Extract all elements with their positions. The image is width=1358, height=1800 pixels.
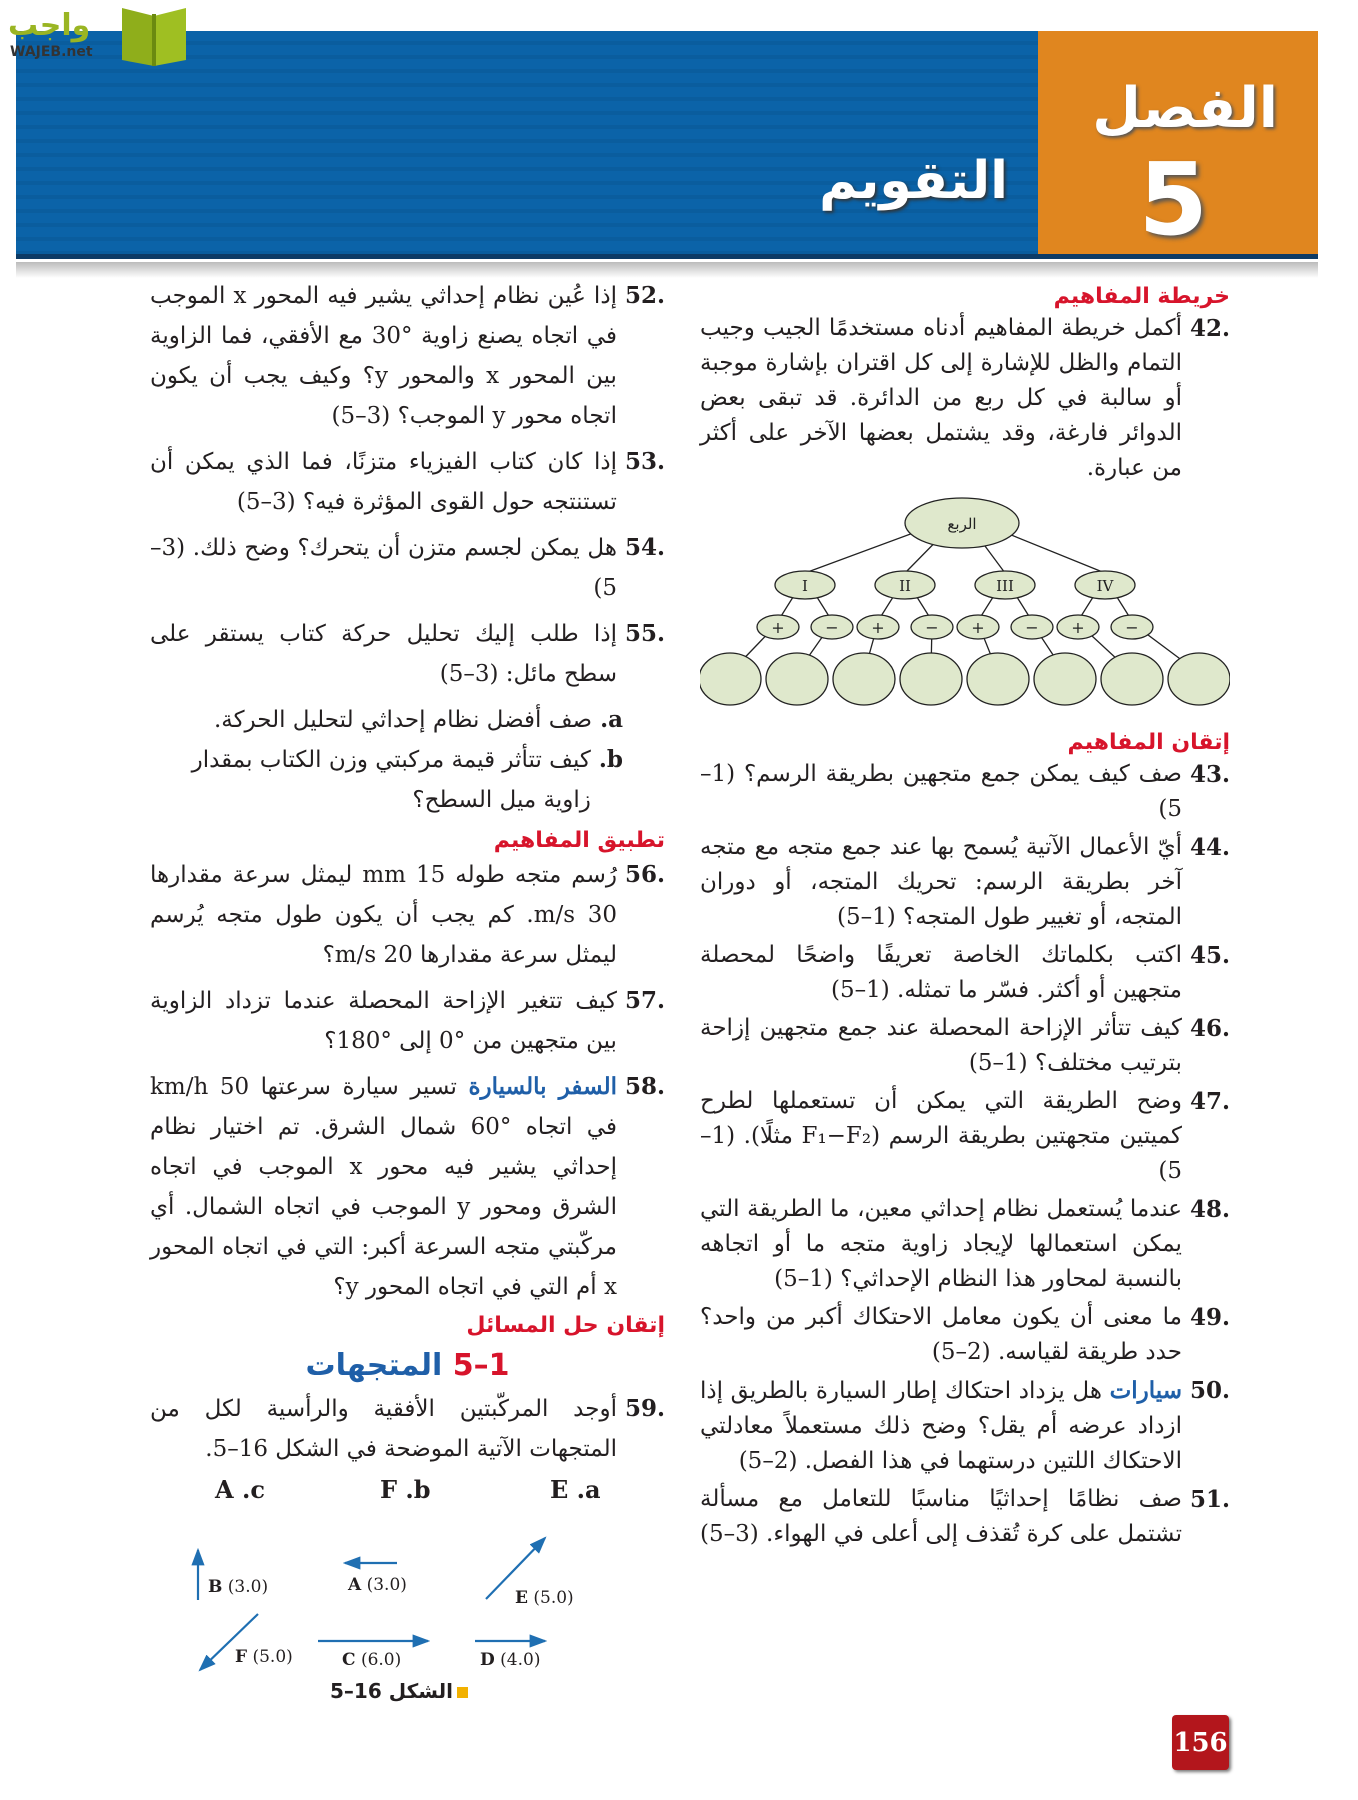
wajeb-logo xyxy=(8,4,188,68)
question-body xyxy=(700,938,1182,1008)
vector-label: E xyxy=(515,1588,528,1608)
sub-label: a. xyxy=(600,706,623,733)
question-number: .47 xyxy=(1189,1088,1230,1115)
question-text: رُسم متجه طوله 15 mm ليمثل سرعة مقدارها 30 m/s. كم يجب أن يكون طول متجه يُرسم ليمثل سرعة مقدارها 20 m/s؟ xyxy=(150,862,617,968)
logo-latin: WAJEB.net xyxy=(10,44,93,60)
question-number: .51 xyxy=(1189,1486,1230,1513)
question-58 xyxy=(150,1067,665,1307)
question-46 xyxy=(700,1011,1230,1081)
question-text: إذا كان كتاب الفيزياء متزنًا، فما الذي يمكن أن تستنتجه حول القوى المؤثرة فيه؟ (3–5) xyxy=(150,449,617,515)
quadrant-label: IV xyxy=(1096,577,1114,595)
question-53 xyxy=(150,442,665,522)
question-number: .55 xyxy=(624,620,665,647)
question-number: .57 xyxy=(624,987,665,1014)
chapter-header xyxy=(16,31,1318,259)
option-a: E .a xyxy=(550,1475,601,1504)
question-51 xyxy=(700,1482,1230,1552)
vector-label: F xyxy=(235,1647,248,1667)
answer-circle xyxy=(1101,653,1163,705)
question-body xyxy=(700,1192,1182,1297)
question-text: تسير سيارة سرعتها 50 km/h في اتجاه °60 شمال الشرق. تم اختيار نظام إحداثي يشير فيه محور x الموجب في اتجاه الشرق ومحور y الموجب في اتجاه الشمال. أي مركّبتي متجه السرعة أكبر: التي في اتجاه المحور x أم التي في اتجاه المحور y؟ xyxy=(150,1074,617,1300)
question-57 xyxy=(150,981,665,1061)
question-text: ما معنى أن يكون معامل الاحتكاك أكبر من واحد؟ حدد طريقة لقياسه. (2–5) xyxy=(700,1304,1182,1365)
vector-magnitude: (5.0) xyxy=(533,1588,574,1608)
vector-magnitude: (6.0) xyxy=(360,1650,402,1670)
question-body xyxy=(700,1482,1182,1552)
vector-magnitude: (5.0) xyxy=(252,1647,293,1667)
question-text: أيّ الأعمال الآتية يُسمح بها عند جمع متجه مع متجه آخر بطريقة الرسم: تحريك المتجه، أو دوران المتجه، أو تغيير طول المتجه؟ (1–5) xyxy=(700,834,1182,930)
lesson-title: المتجهات xyxy=(305,1348,443,1383)
question-text: كيف تتغير الإزاحة المحصلة عندما تزداد الزاوية بين متجهين من °0 إلى °180؟ xyxy=(150,988,617,1054)
question-text: عندما يُستعمل نظام إحداثي معين، ما الطريقة التي يمكن استعمالها لإيجاد زاوية متجه ما أو اتجاهه بالنسبة لمحاور هذا النظام الإحداثي؟ (1–5) xyxy=(700,1196,1182,1292)
answer-circle xyxy=(833,653,895,705)
answer-circle xyxy=(967,653,1029,705)
answer-circle xyxy=(766,653,828,705)
answer-circle xyxy=(1034,653,1096,705)
section-heading-problems: إتقان حل المسائل xyxy=(466,1313,665,1338)
question-44 xyxy=(700,830,1230,935)
question-55 xyxy=(150,614,665,694)
sign-label: − xyxy=(1125,618,1139,637)
question-text: هل يمكن لجسم متزن أن يتحرك؟ وضح ذلك. (3–5) xyxy=(150,535,617,601)
vector-label: D xyxy=(480,1650,495,1670)
sign-label: + xyxy=(1071,618,1085,637)
quadrant-label: III xyxy=(996,577,1014,595)
question-text: اكتب بكلماتك الخاصة تعريفًا واضحًا لمحصلة متجهين أو أكثر. فسّر ما تمثله. (1–5) xyxy=(700,942,1182,1003)
vector-label: A xyxy=(348,1575,362,1595)
question-body xyxy=(700,757,1182,827)
question-47 xyxy=(700,1084,1230,1189)
question-number: .45 xyxy=(1189,942,1230,969)
page-number: 156 xyxy=(1172,1715,1229,1770)
sign-label: − xyxy=(925,618,939,637)
question-number: .54 xyxy=(624,534,665,561)
question-body xyxy=(700,1373,1182,1479)
question-body xyxy=(700,1011,1182,1081)
question-text: إذا طلب إليك تحليل حركة كتاب يستقر على سطح مائل: (3–5) xyxy=(150,621,617,687)
question-number: .49 xyxy=(1189,1304,1230,1331)
question-number: .58 xyxy=(624,1073,665,1100)
sub-label: b. xyxy=(598,746,623,773)
question-56 xyxy=(150,855,665,975)
quadrant-label: II xyxy=(899,577,911,595)
sub-text: صف أفضل نظام إحداثي لتحليل الحركة. xyxy=(213,707,593,733)
left-column xyxy=(150,276,665,1715)
right-column xyxy=(700,280,1230,1555)
chapter-badge xyxy=(1038,31,1318,258)
vector-magnitude: (3.0) xyxy=(366,1575,407,1595)
question-text: صف نظامًا إحداثيًا مناسبًا للتعامل مع مسألة تشتمل على كرة تُقذف إلى أعلى في الهواء. (3–5) xyxy=(699,1486,1182,1547)
chapter-title: التقويم xyxy=(819,151,1008,211)
question-number: .52 xyxy=(624,282,665,309)
vector-label: C xyxy=(342,1650,356,1670)
quadrant-label: I xyxy=(802,577,808,595)
section-heading-concept-map: خريطة المفاهيم xyxy=(1053,284,1230,309)
figure-caption xyxy=(330,1679,468,1703)
section-heading-apply: تطبيق المفاهيم xyxy=(493,828,665,853)
vector-label: B xyxy=(208,1577,223,1597)
question-number: .44 xyxy=(1189,834,1230,861)
question-43 xyxy=(700,757,1230,827)
question-body xyxy=(700,830,1182,935)
sign-label: + xyxy=(771,618,785,637)
question-54 xyxy=(150,528,665,608)
lesson-heading xyxy=(150,1348,665,1383)
question-text: هل يزداد احتكاك إطار السيارة بالطريق إذا ازداد عرضه أم يقل؟ وضح ذلك مستعملاً معادلتي الاحتكاك اللتين درستهما في هذا الفصل. (2–5) xyxy=(700,1378,1182,1474)
sub-text: كيف تتأثر قيمة مركبتي وزن الكتاب بمقدار زاوية ميل السطح؟ xyxy=(191,747,591,813)
question-42 xyxy=(700,311,1230,486)
question-number: .43 xyxy=(1189,761,1230,788)
question-52 xyxy=(150,276,665,436)
answer-circle xyxy=(700,653,761,705)
question-text: أكمل خريطة المفاهيم أدناه مستخدمًا الجيب وجيب التمام والظل للإشارة إلى كل اقتران بإشارة موجبة أو سالبة في كل ربع من الدائرة. قد تبقى بعض الدوائر فارغة، وقد يشتمل بعضها الآخر على أكثر من عبارة. xyxy=(700,315,1182,481)
option-c: A .c xyxy=(215,1475,265,1504)
question-number: .53 xyxy=(624,448,665,475)
vector-magnitude: (3.0) xyxy=(227,1577,269,1597)
question-text: إذا عُين نظام إحداثي يشير فيه المحور x الموجب في اتجاه يصنع زاوية °30 مع الأفقي، فما الزاوية بين المحور x والمحور y؟ وكيف يجب أن يكون اتجاه محور y الموجب؟ (3–5) xyxy=(150,283,617,429)
question-body xyxy=(700,1084,1182,1189)
lesson-number: 1–5 xyxy=(452,1348,510,1383)
question-number: .42 xyxy=(1189,315,1230,342)
answer-circle xyxy=(1168,653,1230,705)
sign-label: − xyxy=(1025,618,1039,637)
question-text: وضح الطريقة التي يمكن أن تستعملها لطرح كميتين متجهتين بطريقة الرسم (F₁−F₂ مثلًا). (1–5) xyxy=(700,1088,1182,1184)
section-heading-mastery: إتقان المفاهيم xyxy=(1067,730,1230,755)
sign-label: + xyxy=(871,618,885,637)
question-number: .46 xyxy=(1189,1015,1230,1042)
topic-tag: السفر بالسيارة xyxy=(468,1073,617,1100)
question-text: صف كيف يمكن جمع متجهين بطريقة الرسم؟ (1–5) xyxy=(700,761,1182,822)
question-45 xyxy=(700,938,1230,1008)
question-48 xyxy=(700,1192,1230,1297)
question-number: .56 xyxy=(624,861,665,888)
caption-marker xyxy=(457,1687,468,1698)
question-59 xyxy=(150,1389,665,1469)
chapter-number: 5 xyxy=(1138,141,1208,258)
figure-5-16 xyxy=(150,1475,665,1715)
sign-label: + xyxy=(971,618,985,637)
question-number: .59 xyxy=(624,1395,665,1422)
question-number: .48 xyxy=(1189,1196,1230,1223)
concept-map-diagram xyxy=(700,493,1230,709)
question-text: أوجد المركّبتين الأفقية والرأسية لكل من المتجهات الآتية الموضحة في الشكل 16–5. xyxy=(150,1396,617,1462)
question-50 xyxy=(700,1373,1230,1479)
subquestion-b xyxy=(150,740,665,820)
subquestion-a xyxy=(150,700,665,740)
vector-magnitude: (4.0) xyxy=(500,1650,541,1670)
question-body xyxy=(700,1300,1182,1370)
question-text: كيف تتأثر الإزاحة المحصلة عند جمع متجهين إزاحة بترتيب مختلف؟ (1–5) xyxy=(700,1015,1182,1076)
book-icon xyxy=(114,6,194,66)
topic-tag: سيارات xyxy=(1109,1377,1182,1404)
option-b: F .b xyxy=(380,1475,431,1504)
question-49 xyxy=(700,1300,1230,1370)
root-label: الربع xyxy=(947,515,977,533)
caption-text: الشكل 16–5 xyxy=(330,1679,453,1703)
logo-arabic: واجب xyxy=(8,8,91,43)
answer-circle xyxy=(900,653,962,705)
question-number: .50 xyxy=(1189,1377,1230,1404)
chapter-word: الفصل xyxy=(1092,76,1278,141)
sign-label: − xyxy=(825,618,839,637)
